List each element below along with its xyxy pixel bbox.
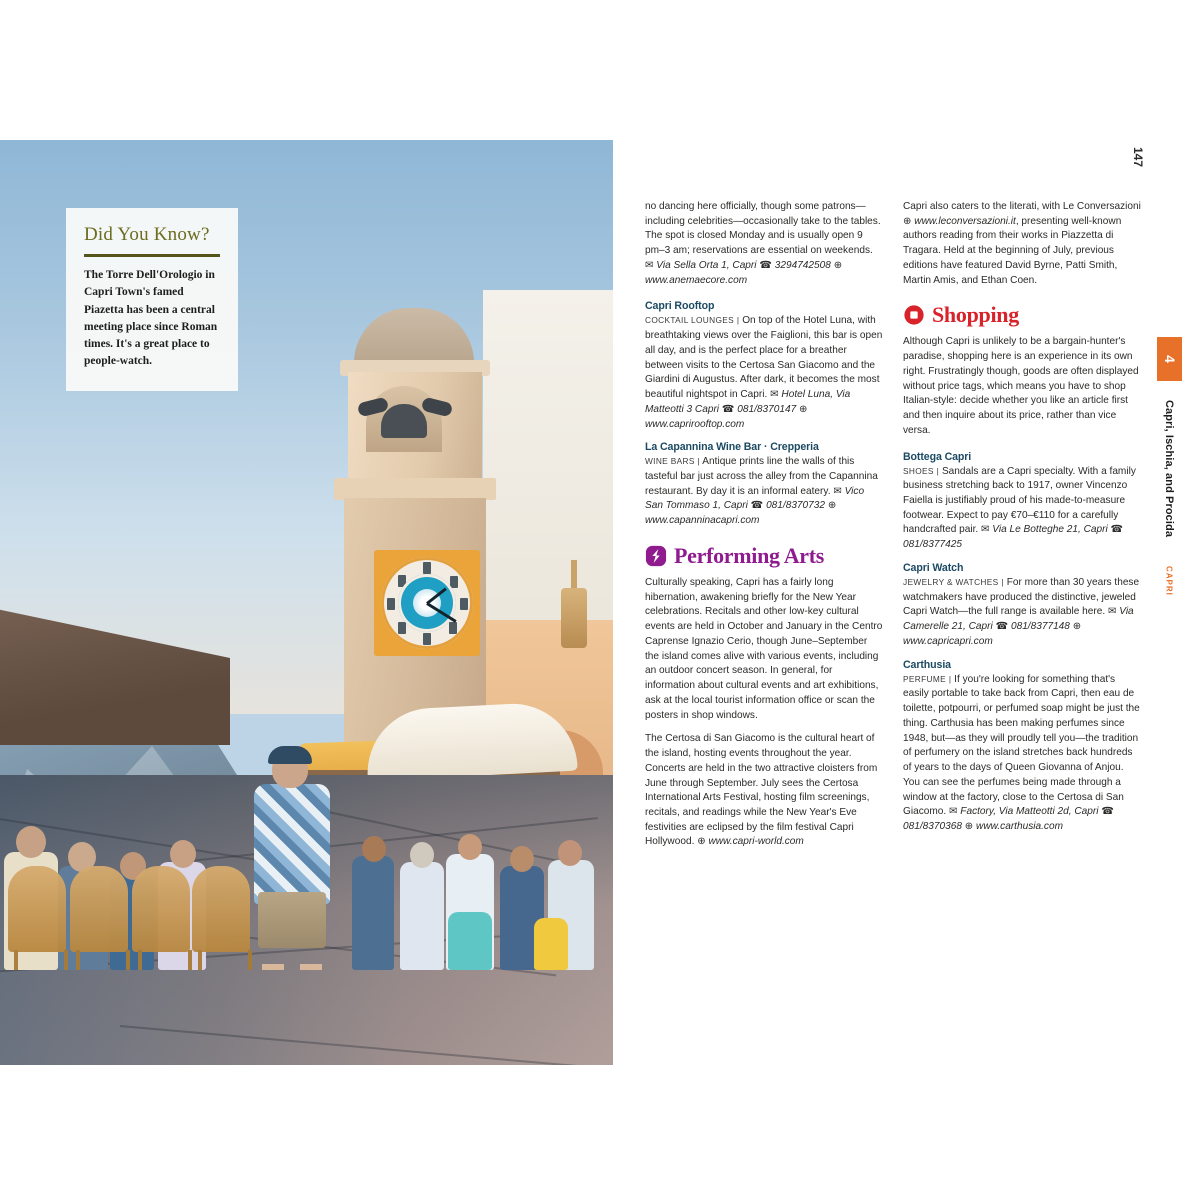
section-header-performing-arts bbox=[645, 542, 883, 568]
continued-address: Via Sella Orta 1, Capri bbox=[656, 259, 757, 271]
address-symbol: ✉ bbox=[981, 524, 990, 536]
listing-web: www.caprirooftop.com bbox=[645, 418, 745, 430]
subsection-label-text: CAPRI bbox=[1164, 566, 1174, 596]
did-you-know-rule bbox=[84, 254, 220, 257]
listing-heading-capri-rooftop: Capri Rooftop bbox=[645, 300, 715, 313]
listing-text: On top of the Hotel Luna, with breathtaking views over the Faiglioni, this bar is open all day, and is the perfect place for a breather between visits to the Certosa San Giacomo and the Giardini di Augustus. After dark, it becomes the most beautiful nightspot in Capri. bbox=[645, 315, 883, 401]
web-symbol: ⊕ bbox=[1072, 621, 1082, 633]
column-left bbox=[645, 200, 883, 859]
category-separator: | bbox=[1001, 576, 1004, 587]
category-separator: | bbox=[736, 315, 740, 326]
shopping-intro: Although Capri is unlikely to be a bargain-hunter's paradise, shopping here is an experience in its own right. Frustratingly though, goods are often displayed without price tags, which means you have to shop Italian-style: decide whether you like an article first and then inquire about its price, rather than vice versa. bbox=[903, 336, 1139, 436]
text-columns bbox=[645, 200, 1148, 1030]
listing-address: Factory, Via Matteotti 2d, Capri bbox=[960, 806, 1099, 818]
continued-paragraph: no dancing here officially, though some patrons—including celebrities—occasionally take to the tables. The spot is closed Monday and is usually open 9 pm–3 am; reservations are essential on weekends. ✉ Via Sella Orta 1, Capri ☎ 3294742508 ⊕ www.anemaecore.com bbox=[645, 201, 881, 286]
listing-text: Antique prints line the walls of this tasteful bar just across the alley from the Capannina restaurant. By day it is an informal eatery. bbox=[645, 456, 878, 497]
continued-phone: 3294742508 bbox=[774, 259, 831, 271]
listing-category: WINE BARS bbox=[645, 456, 695, 467]
listing-phone: 081/8370732 bbox=[766, 500, 826, 512]
phone-symbol: ☎ bbox=[1101, 806, 1114, 818]
phone-symbol: ☎ bbox=[759, 259, 772, 271]
chapter-number: 4 bbox=[1161, 355, 1178, 363]
category-separator: | bbox=[948, 673, 952, 684]
walker-shorts bbox=[258, 892, 326, 948]
listing-phone: 081/8370147 bbox=[737, 403, 797, 415]
tower-bell bbox=[381, 404, 427, 438]
address-symbol: ✉ bbox=[645, 259, 654, 271]
walker-leg-left bbox=[262, 964, 284, 970]
listing-category: SHOES bbox=[903, 465, 934, 476]
listing-text: For more than 30 years these watchmakers have produced the distinctive, jeweled Capri Watch—the full range is available here. bbox=[903, 576, 1140, 618]
literati-paragraph: Capri also caters to the literati, with Le Conversazioni ⊕ www.leconversazioni.it, presenting well-known authors reading from their works in Piazzetta di Tragara. Held at the beginning of July, previous editions have featured David Byrne, Patti Smith, Martin Amis, and Ethan Coen. bbox=[903, 201, 1141, 286]
listing-address: Vico San Tommaso 1, Capri bbox=[645, 485, 865, 512]
address-symbol: ✉ bbox=[770, 389, 779, 401]
page-number: 147 bbox=[1131, 146, 1145, 168]
shopping-icon bbox=[903, 304, 925, 326]
listing-category: COCKTAIL LOUNGES bbox=[645, 315, 735, 326]
did-you-know-title: Did You Know? bbox=[84, 224, 210, 245]
listing-phone: 081/8377148 bbox=[1010, 621, 1070, 633]
phone-symbol: ☎ bbox=[721, 403, 735, 415]
listing-address: Via Le Botteghe 21, Capri bbox=[992, 524, 1108, 536]
listing-heading-la-capannina: La Capannina Wine Bar · Crepperia bbox=[645, 441, 819, 454]
performing-arts-icon bbox=[645, 545, 667, 567]
did-you-know-box bbox=[66, 208, 238, 391]
tower-cornice bbox=[334, 478, 496, 500]
chapter-title-text: Capri, Ischia, and Procida bbox=[1163, 400, 1175, 538]
chapter-title-vertical bbox=[1152, 400, 1186, 590]
phone-symbol: ☎ bbox=[1110, 524, 1124, 536]
tower-dome bbox=[354, 308, 474, 368]
listing-category: JEWELRY & WATCHES bbox=[903, 576, 999, 587]
category-separator: | bbox=[936, 465, 940, 476]
section-title: Shopping bbox=[932, 302, 1019, 328]
address-symbol: ✉ bbox=[833, 485, 842, 497]
listing-heading-carthusia: Carthusia bbox=[903, 658, 951, 671]
section-title: Performing Arts bbox=[674, 542, 825, 568]
street-lamp bbox=[561, 588, 587, 648]
listing-phone: 081/8370368 bbox=[903, 820, 962, 832]
web-symbol: ⊕ bbox=[903, 215, 912, 227]
performing-arts-web: www.capri-world.com bbox=[708, 836, 804, 848]
chapter-tab bbox=[1157, 337, 1182, 381]
literati-web: www.leconversazioni.it bbox=[914, 215, 1016, 227]
listing-web: www.capanninacapri.com bbox=[645, 515, 760, 527]
web-symbol: ⊕ bbox=[833, 259, 843, 271]
walker-leg-right bbox=[300, 964, 322, 970]
did-you-know-body: The Torre Dell'Orologio in Capri Town's famed Piazetta has been a central meeting place since Roman times. It's a great place to people-watch. bbox=[84, 269, 218, 368]
phone-symbol: ☎ bbox=[995, 621, 1009, 633]
category-separator: | bbox=[697, 456, 701, 467]
web-symbol: ⊕ bbox=[799, 403, 808, 415]
listing-phone: 081/8377425 bbox=[903, 539, 962, 551]
performing-arts-paragraph-1: Culturally speaking, Capri has a fairly long hibernation, awakening briefly for the New Year celebrations. Recitals and other low-key cultural events are held in October and January in the Centro Caprense Ignazio Cerio, though June–September the island comes alive with various events, including an outdoor concert season. In general, for information about cultural events and art exhibitions, ask at the local tourist information office or scan the posters in shop windows. bbox=[645, 576, 883, 721]
continued-web: www.anemaecore.com bbox=[645, 274, 748, 286]
listing-heading-bottega-capri: Bottega Capri bbox=[903, 450, 972, 463]
listing-web: www.carthusia.com bbox=[976, 820, 1063, 832]
web-symbol: ⊕ bbox=[697, 836, 706, 848]
phone-symbol: ☎ bbox=[750, 500, 764, 512]
listing-text: If you're looking for something that's easily portable to take back from Capri, then eau de toilette, potpourri, or perfumed soap might be just the thing. Carthusia has been making perfumes since 1948, but—as they will proudly tell you—the tradition of perfumery on the island stretches back hundreds of years to the days of Queen Giovanna of Anjou. You can see the perfumes being made through a window at the factory, close to the Certosa di San Giacomo. bbox=[903, 673, 1140, 818]
performing-arts-paragraph-2: The Certosa di San Giacomo is the cultural heart of the island, hosting events throughout the year. Concerts are held in the two attractive cloisters from June through September. July sees the Certosa International Arts Festival, hosting film screenings, recitals, and readings while the New Year's Eve festivities are eclipsed by the film festival Capri Hollywood. ⊕ www.capri-world.com bbox=[645, 733, 878, 848]
listing-address: Hotel Luna, Via Matteotti 3 Capri bbox=[645, 389, 851, 415]
listing-body-bottega-capri bbox=[903, 465, 1141, 553]
listing-text: Sandals are a Capri specialty. With a family business stretching back to 1917, owner Vincenzo Faiella is justifiably proud of his made-to-measure footwear. Expect to pay €70–€110 for a carefully handcrafted pair. bbox=[903, 465, 1136, 536]
column-right bbox=[903, 200, 1141, 844]
listing-category: PERFUME bbox=[903, 673, 947, 684]
web-symbol: ⊕ bbox=[964, 820, 974, 832]
listing-body-la-capannina bbox=[645, 455, 883, 529]
walker-cap bbox=[268, 746, 312, 764]
listing-body-capri-rooftop bbox=[645, 314, 883, 432]
walker-torso bbox=[254, 784, 330, 904]
listing-address: Via Camerelle 21, Capri bbox=[903, 606, 1134, 633]
listing-web: www.capricapri.com bbox=[903, 635, 993, 647]
listing-body-capri-watch bbox=[903, 576, 1141, 650]
listing-heading-capri-watch: Capri Watch bbox=[903, 561, 964, 574]
section-header-shopping bbox=[903, 304, 1141, 326]
subsection-label-vertical bbox=[1152, 566, 1186, 596]
address-symbol: ✉ bbox=[949, 806, 958, 818]
listing-body-carthusia bbox=[903, 673, 1141, 835]
crowd bbox=[0, 740, 613, 970]
web-symbol: ⊕ bbox=[827, 500, 837, 512]
address-symbol: ✉ bbox=[1107, 606, 1117, 618]
